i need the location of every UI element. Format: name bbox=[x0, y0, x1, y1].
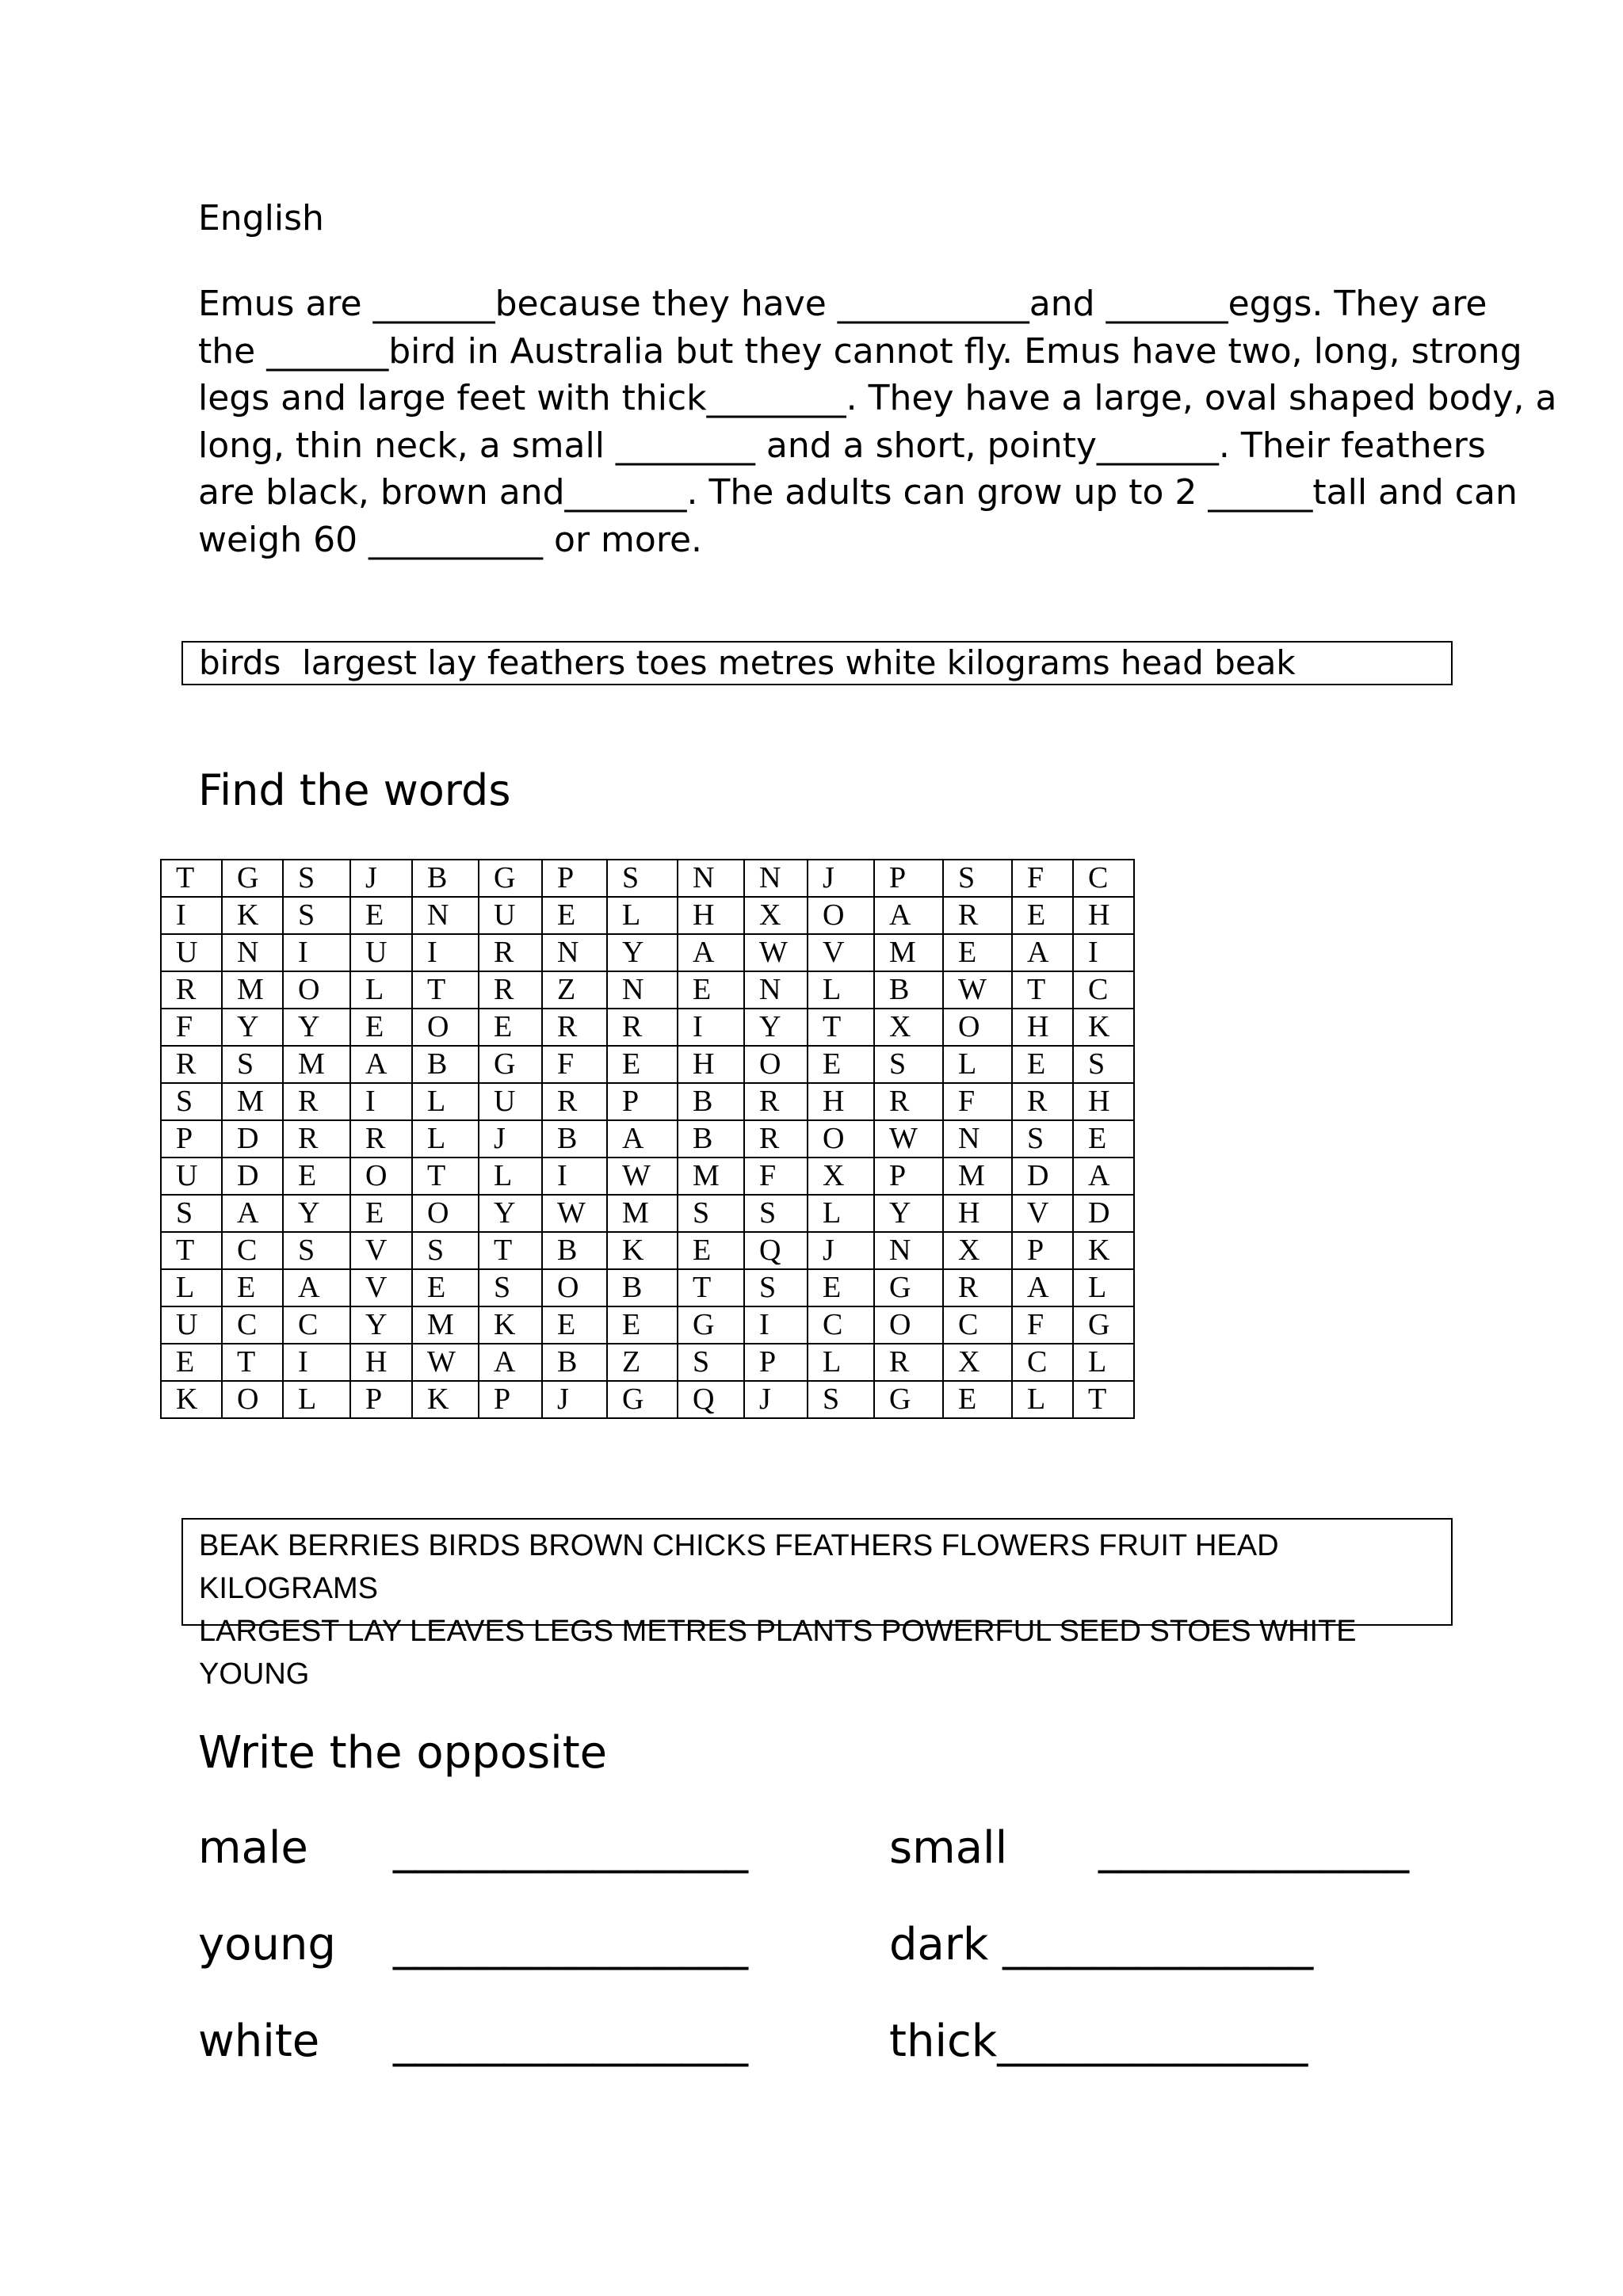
grid-cell[interactable]: A bbox=[678, 934, 744, 971]
grid-cell[interactable]: J bbox=[479, 1120, 542, 1158]
grid-cell[interactable]: U bbox=[479, 897, 542, 934]
grid-cell[interactable]: R bbox=[479, 971, 542, 1009]
grid-cell[interactable]: N bbox=[607, 971, 678, 1009]
grid-row bbox=[161, 971, 1134, 1009]
grid-row bbox=[161, 1232, 1134, 1269]
grid-cell[interactable]: B bbox=[874, 971, 943, 1009]
grid-cell[interactable]: A bbox=[607, 1120, 678, 1158]
grid-cell[interactable]: W bbox=[607, 1158, 678, 1195]
grid-cell[interactable]: N bbox=[412, 897, 479, 934]
grid-row bbox=[161, 1195, 1134, 1232]
grid-cell[interactable]: T bbox=[412, 1158, 479, 1195]
grid-cell[interactable]: F bbox=[161, 1009, 222, 1046]
grid-cell[interactable]: I bbox=[678, 1009, 744, 1046]
grid-cell[interactable]: S bbox=[222, 1046, 283, 1083]
grid-cell[interactable]: G bbox=[222, 860, 283, 897]
grid-cell[interactable]: N bbox=[874, 1232, 943, 1269]
grid-cell[interactable]: Y bbox=[283, 1195, 350, 1232]
grid-cell[interactable]: A bbox=[350, 1046, 412, 1083]
grid-cell[interactable]: C bbox=[808, 1306, 874, 1344]
grid-cell[interactable]: O bbox=[874, 1306, 943, 1344]
grid-cell[interactable]: V bbox=[350, 1269, 412, 1306]
grid-cell[interactable]: X bbox=[808, 1158, 874, 1195]
answer-blank-small[interactable]: ______________ bbox=[1098, 1822, 1409, 1874]
grid-cell[interactable]: O bbox=[350, 1158, 412, 1195]
grid-cell[interactable]: N bbox=[744, 860, 808, 897]
grid-row bbox=[161, 897, 1134, 934]
grid-cell[interactable]: S bbox=[744, 1269, 808, 1306]
grid-cell[interactable]: P bbox=[874, 860, 943, 897]
grid-cell[interactable]: Y bbox=[350, 1306, 412, 1344]
grid-cell[interactable]: I bbox=[744, 1306, 808, 1344]
grid-cell[interactable]: G bbox=[479, 1046, 542, 1083]
grid-cell[interactable]: P bbox=[744, 1344, 808, 1381]
grid-cell[interactable]: F bbox=[1012, 860, 1073, 897]
grid-cell[interactable]: E bbox=[808, 1046, 874, 1083]
grid-cell[interactable]: T bbox=[222, 1344, 283, 1381]
grid-cell[interactable]: T bbox=[808, 1009, 874, 1046]
grid-cell[interactable]: R bbox=[744, 1120, 808, 1158]
grid-cell[interactable]: I bbox=[412, 934, 479, 971]
subject-label: English bbox=[198, 198, 324, 238]
grid-cell[interactable]: K bbox=[479, 1306, 542, 1344]
grid-cell[interactable]: K bbox=[412, 1381, 479, 1418]
grid-cell[interactable]: R bbox=[283, 1083, 350, 1120]
grid-cell[interactable]: D bbox=[222, 1120, 283, 1158]
grid-cell[interactable]: Z bbox=[607, 1344, 678, 1381]
grid-cell[interactable]: C bbox=[1073, 860, 1134, 897]
grid-cell[interactable]: A bbox=[283, 1269, 350, 1306]
word-white: white bbox=[198, 2016, 320, 2067]
grid-cell[interactable]: T bbox=[479, 1232, 542, 1269]
answer-blank-young[interactable]: ________________ bbox=[393, 1919, 748, 1970]
grid-cell[interactable]: O bbox=[412, 1009, 479, 1046]
grid-cell[interactable]: E bbox=[542, 1306, 607, 1344]
grid-cell[interactable]: U bbox=[161, 934, 222, 971]
grid-cell[interactable]: Y bbox=[874, 1195, 943, 1232]
grid-row bbox=[161, 1009, 1134, 1046]
grid-cell[interactable]: F bbox=[542, 1046, 607, 1083]
grid-cell[interactable]: M bbox=[412, 1306, 479, 1344]
grid-cell[interactable]: G bbox=[678, 1306, 744, 1344]
grid-cell[interactable]: R bbox=[542, 1083, 607, 1120]
grid-cell[interactable]: O bbox=[943, 1009, 1012, 1046]
grid-cell[interactable]: D bbox=[222, 1158, 283, 1195]
grid-cell[interactable]: B bbox=[412, 1046, 479, 1083]
find-words-title: Find the words bbox=[198, 765, 511, 815]
grid-cell[interactable]: G bbox=[874, 1381, 943, 1418]
grid-cell[interactable]: P bbox=[161, 1120, 222, 1158]
grid-cell[interactable]: A bbox=[1012, 934, 1073, 971]
grid-cell[interactable]: L bbox=[412, 1120, 479, 1158]
grid-cell[interactable]: Y bbox=[479, 1195, 542, 1232]
grid-cell[interactable]: T bbox=[161, 1232, 222, 1269]
grid-cell[interactable]: S bbox=[678, 1195, 744, 1232]
word-thick-with-blank[interactable]: thick______________ bbox=[889, 2016, 1308, 2067]
grid-cell[interactable]: L bbox=[808, 971, 874, 1009]
grid-cell[interactable]: M bbox=[222, 1083, 283, 1120]
grid-row bbox=[161, 934, 1134, 971]
grid-row bbox=[161, 1158, 1134, 1195]
paragraph-line: weigh 60 __________ or more. bbox=[198, 519, 703, 560]
grid-cell[interactable]: E bbox=[350, 897, 412, 934]
grid-cell[interactable]: I bbox=[542, 1158, 607, 1195]
grid-cell[interactable]: Z bbox=[542, 971, 607, 1009]
grid-cell[interactable]: L bbox=[350, 971, 412, 1009]
grid-cell[interactable]: I bbox=[283, 934, 350, 971]
grid-cell[interactable]: I bbox=[350, 1083, 412, 1120]
grid-cell[interactable]: E bbox=[808, 1269, 874, 1306]
grid-cell[interactable]: E bbox=[542, 897, 607, 934]
grid-cell[interactable]: V bbox=[808, 934, 874, 971]
grid-cell[interactable]: M bbox=[222, 971, 283, 1009]
grid-cell[interactable]: S bbox=[283, 897, 350, 934]
grid-row bbox=[161, 1120, 1134, 1158]
grid-cell[interactable]: Q bbox=[744, 1232, 808, 1269]
word-male: male bbox=[198, 1822, 308, 1874]
paragraph-line: legs and large feet with thick________. They have a large, oval shaped body, a bbox=[198, 378, 1557, 418]
word-dark-with-blank[interactable]: dark ______________ bbox=[889, 1919, 1314, 1970]
grid-cell[interactable]: S bbox=[283, 860, 350, 897]
grid-cell[interactable]: J bbox=[808, 860, 874, 897]
grid-cell[interactable]: R bbox=[542, 1009, 607, 1046]
grid-cell[interactable]: S bbox=[943, 860, 1012, 897]
grid-cell[interactable]: V bbox=[350, 1232, 412, 1269]
grid-cell[interactable]: E bbox=[943, 1381, 1012, 1418]
grid-cell[interactable]: X bbox=[874, 1009, 943, 1046]
grid-cell[interactable]: C bbox=[1073, 971, 1134, 1009]
grid-cell[interactable]: X bbox=[943, 1344, 1012, 1381]
grid-cell[interactable]: F bbox=[744, 1158, 808, 1195]
grid-cell[interactable]: C bbox=[283, 1306, 350, 1344]
word-small: small bbox=[889, 1822, 1008, 1874]
grid-cell[interactable]: L bbox=[1073, 1269, 1134, 1306]
grid-cell[interactable]: O bbox=[808, 1120, 874, 1158]
grid-cell[interactable]: S bbox=[808, 1381, 874, 1418]
answer-blank-male[interactable]: ________________ bbox=[393, 1822, 748, 1874]
grid-cell[interactable]: R bbox=[479, 934, 542, 971]
grid-cell[interactable]: F bbox=[1012, 1306, 1073, 1344]
grid-cell[interactable]: R bbox=[943, 1269, 1012, 1306]
grid-cell[interactable]: T bbox=[678, 1269, 744, 1306]
grid-cell[interactable]: G bbox=[479, 860, 542, 897]
grid-cell[interactable]: H bbox=[1012, 1009, 1073, 1046]
word-search-list-box bbox=[181, 1518, 1453, 1691]
grid-cell[interactable]: X bbox=[744, 897, 808, 934]
grid-cell[interactable]: E bbox=[1073, 1120, 1134, 1158]
grid-cell[interactable]: K bbox=[1073, 1009, 1134, 1046]
grid-cell[interactable]: D bbox=[1012, 1158, 1073, 1195]
grid-cell[interactable]: P bbox=[1012, 1232, 1073, 1269]
grid-cell[interactable]: G bbox=[607, 1381, 678, 1418]
word-list-line: BEAK BERRIES BIRDS BROWN CHICKS FEATHERS FLOWERS FRUIT HEAD KILOGRAMS bbox=[199, 1529, 1279, 1605]
grid-cell[interactable]: H bbox=[350, 1344, 412, 1381]
grid-cell[interactable]: B bbox=[678, 1120, 744, 1158]
grid-cell[interactable]: B bbox=[412, 860, 479, 897]
grid-cell[interactable]: W bbox=[744, 934, 808, 971]
grid-cell[interactable]: K bbox=[607, 1232, 678, 1269]
grid-cell[interactable]: G bbox=[874, 1269, 943, 1306]
grid-cell[interactable]: U bbox=[350, 934, 412, 971]
grid-cell[interactable]: T bbox=[1073, 1381, 1134, 1418]
grid-cell[interactable]: N bbox=[943, 1120, 1012, 1158]
grid-cell[interactable]: C bbox=[943, 1306, 1012, 1344]
grid-cell[interactable]: R bbox=[874, 1083, 943, 1120]
grid-cell[interactable]: M bbox=[607, 1195, 678, 1232]
grid-cell[interactable]: S bbox=[1073, 1046, 1134, 1083]
grid-cell[interactable]: Y bbox=[744, 1009, 808, 1046]
grid-cell[interactable]: N bbox=[222, 934, 283, 971]
grid-row bbox=[161, 1083, 1134, 1120]
grid-cell[interactable]: R bbox=[350, 1120, 412, 1158]
grid-cell[interactable]: E bbox=[607, 1306, 678, 1344]
grid-cell[interactable]: N bbox=[744, 971, 808, 1009]
grid-cell[interactable]: E bbox=[479, 1009, 542, 1046]
word-young: young bbox=[198, 1919, 336, 1970]
grid-cell[interactable]: U bbox=[479, 1083, 542, 1120]
grid-cell[interactable]: I bbox=[161, 897, 222, 934]
grid-cell[interactable]: T bbox=[412, 971, 479, 1009]
grid-cell[interactable]: H bbox=[943, 1195, 1012, 1232]
grid-cell[interactable]: H bbox=[1073, 897, 1134, 934]
grid-cell[interactable]: W bbox=[412, 1344, 479, 1381]
grid-cell[interactable]: Y bbox=[222, 1009, 283, 1046]
grid-cell[interactable]: E bbox=[283, 1158, 350, 1195]
grid-cell[interactable]: E bbox=[678, 1232, 744, 1269]
grid-cell[interactable]: Y bbox=[283, 1009, 350, 1046]
grid-cell[interactable]: S bbox=[479, 1269, 542, 1306]
grid-cell[interactable]: M bbox=[874, 934, 943, 971]
grid-cell[interactable]: R bbox=[283, 1120, 350, 1158]
grid-cell[interactable]: A bbox=[1073, 1158, 1134, 1195]
grid-cell[interactable]: C bbox=[222, 1306, 283, 1344]
grid-cell[interactable]: P bbox=[874, 1158, 943, 1195]
grid-cell[interactable]: A bbox=[874, 897, 943, 934]
grid-cell[interactable]: S bbox=[678, 1344, 744, 1381]
grid-cell[interactable]: L bbox=[808, 1344, 874, 1381]
grid-cell[interactable]: A bbox=[479, 1344, 542, 1381]
grid-row bbox=[161, 1046, 1134, 1083]
word-search-grid bbox=[160, 859, 1135, 1419]
grid-cell[interactable]: W bbox=[874, 1120, 943, 1158]
grid-cell[interactable]: R bbox=[1012, 1083, 1073, 1120]
grid-cell[interactable]: K bbox=[222, 897, 283, 934]
paragraph-line: are black, brown and_______. The adults can grow up to 2 ______tall and can bbox=[198, 472, 1518, 513]
answer-blank-white[interactable]: ________________ bbox=[393, 2016, 748, 2067]
grid-cell[interactable]: O bbox=[222, 1381, 283, 1418]
grid-cell[interactable]: U bbox=[161, 1158, 222, 1195]
grid-cell[interactable]: L bbox=[1012, 1381, 1073, 1418]
grid-cell[interactable]: S bbox=[744, 1195, 808, 1232]
grid-cell[interactable]: J bbox=[744, 1381, 808, 1418]
grid-cell[interactable]: S bbox=[412, 1232, 479, 1269]
grid-cell[interactable]: W bbox=[542, 1195, 607, 1232]
grid-cell[interactable]: P bbox=[479, 1381, 542, 1418]
grid-cell[interactable]: T bbox=[161, 860, 222, 897]
grid-cell[interactable]: H bbox=[678, 897, 744, 934]
grid-cell[interactable]: R bbox=[874, 1344, 943, 1381]
grid-cell[interactable]: E bbox=[607, 1046, 678, 1083]
grid-cell[interactable]: E bbox=[350, 1195, 412, 1232]
grid-cell[interactable]: S bbox=[161, 1083, 222, 1120]
grid-cell[interactable]: E bbox=[350, 1009, 412, 1046]
grid-cell[interactable]: T bbox=[1012, 971, 1073, 1009]
grid-cell[interactable]: O bbox=[744, 1046, 808, 1083]
paragraph-line: the _______bird in Australia but they cannot fly. Emus have two, long, strong bbox=[198, 330, 1522, 372]
grid-cell[interactable]: L bbox=[943, 1046, 1012, 1083]
grid-cell[interactable]: V bbox=[1012, 1195, 1073, 1232]
grid-cell[interactable]: O bbox=[412, 1195, 479, 1232]
grid-cell[interactable]: D bbox=[1073, 1195, 1134, 1232]
grid-cell[interactable]: L bbox=[283, 1381, 350, 1418]
grid-cell[interactable]: I bbox=[283, 1344, 350, 1381]
grid-cell[interactable]: K bbox=[1073, 1232, 1134, 1269]
grid-cell[interactable]: S bbox=[1012, 1120, 1073, 1158]
grid-cell[interactable]: F bbox=[943, 1083, 1012, 1120]
grid-cell[interactable]: L bbox=[808, 1195, 874, 1232]
grid-cell[interactable]: E bbox=[943, 934, 1012, 971]
grid-cell[interactable]: E bbox=[1012, 897, 1073, 934]
grid-cell[interactable]: B bbox=[607, 1269, 678, 1306]
grid-cell[interactable]: H bbox=[678, 1046, 744, 1083]
opposite-title: Write the opposite bbox=[198, 1727, 608, 1779]
grid-cell[interactable]: S bbox=[607, 860, 678, 897]
grid-cell[interactable]: Q bbox=[678, 1381, 744, 1418]
grid-cell[interactable]: B bbox=[542, 1232, 607, 1269]
grid-cell[interactable]: C bbox=[222, 1232, 283, 1269]
grid-cell[interactable]: A bbox=[1012, 1269, 1073, 1306]
grid-cell[interactable]: L bbox=[479, 1158, 542, 1195]
grid-cell[interactable]: G bbox=[1073, 1306, 1134, 1344]
paragraph-line: long, thin neck, a small ________ and a short, pointy_______. Their feathers bbox=[198, 425, 1486, 466]
grid-cell[interactable]: O bbox=[808, 897, 874, 934]
grid-cell[interactable]: R bbox=[744, 1083, 808, 1120]
grid-cell[interactable]: C bbox=[1012, 1344, 1073, 1381]
grid-cell[interactable]: P bbox=[350, 1381, 412, 1418]
grid-row bbox=[161, 1306, 1134, 1344]
grid-row bbox=[161, 860, 1134, 897]
grid-cell[interactable]: M bbox=[943, 1158, 1012, 1195]
grid-cell[interactable]: R bbox=[607, 1009, 678, 1046]
grid-cell[interactable]: E bbox=[222, 1269, 283, 1306]
grid-cell[interactable]: P bbox=[542, 860, 607, 897]
paragraph-line: Emus are _______because they have ___________and _______eggs. They are bbox=[198, 284, 1487, 324]
grid-cell[interactable]: U bbox=[161, 1306, 222, 1344]
grid-cell[interactable]: B bbox=[542, 1344, 607, 1381]
grid-cell[interactable]: E bbox=[161, 1344, 222, 1381]
grid-cell[interactable]: B bbox=[678, 1083, 744, 1120]
grid-cell[interactable]: M bbox=[283, 1046, 350, 1083]
grid-cell[interactable]: X bbox=[943, 1232, 1012, 1269]
grid-row bbox=[161, 1269, 1134, 1306]
fill-in-paragraph bbox=[198, 280, 1557, 563]
grid-cell[interactable]: S bbox=[283, 1232, 350, 1269]
grid-row bbox=[161, 1381, 1134, 1418]
grid-cell[interactable]: W bbox=[943, 971, 1012, 1009]
grid-cell[interactable]: L bbox=[161, 1269, 222, 1306]
grid-cell[interactable]: H bbox=[808, 1083, 874, 1120]
grid-cell[interactable]: N bbox=[678, 860, 744, 897]
grid-cell[interactable]: I bbox=[1073, 934, 1134, 971]
grid-cell[interactable]: E bbox=[1012, 1046, 1073, 1083]
grid-cell[interactable]: O bbox=[542, 1269, 607, 1306]
grid-cell[interactable]: B bbox=[542, 1120, 607, 1158]
grid-cell[interactable]: L bbox=[412, 1083, 479, 1120]
grid-cell[interactable]: R bbox=[161, 1046, 222, 1083]
grid-cell[interactable]: E bbox=[412, 1269, 479, 1306]
grid-cell[interactable]: A bbox=[222, 1195, 283, 1232]
grid-cell[interactable]: R bbox=[161, 971, 222, 1009]
grid-cell[interactable]: N bbox=[542, 934, 607, 971]
grid-row bbox=[161, 1344, 1134, 1381]
grid-cell[interactable]: P bbox=[607, 1083, 678, 1120]
grid-cell[interactable]: K bbox=[161, 1381, 222, 1418]
grid-cell[interactable]: S bbox=[161, 1195, 222, 1232]
grid-cell[interactable]: R bbox=[943, 897, 1012, 934]
grid-cell[interactable]: M bbox=[678, 1158, 744, 1195]
word-list-line: LARGEST LAY LEAVES LEGS METRES PLANTS POWERFUL SEED STOES WHITE YOUNG bbox=[199, 1615, 1357, 1691]
grid-cell[interactable]: L bbox=[607, 897, 678, 934]
grid-cell[interactable]: S bbox=[874, 1046, 943, 1083]
grid-cell[interactable]: H bbox=[1073, 1083, 1134, 1120]
grid-cell[interactable]: Y bbox=[607, 934, 678, 971]
grid-cell[interactable]: J bbox=[808, 1232, 874, 1269]
grid-cell[interactable]: E bbox=[678, 971, 744, 1009]
grid-cell[interactable]: J bbox=[350, 860, 412, 897]
grid-cell[interactable]: L bbox=[1073, 1344, 1134, 1381]
grid-cell[interactable]: J bbox=[542, 1381, 607, 1418]
grid-cell[interactable]: O bbox=[283, 971, 350, 1009]
word-bank-box: birds largest lay feathers toes metres white kilograms head beak bbox=[181, 641, 1453, 685]
